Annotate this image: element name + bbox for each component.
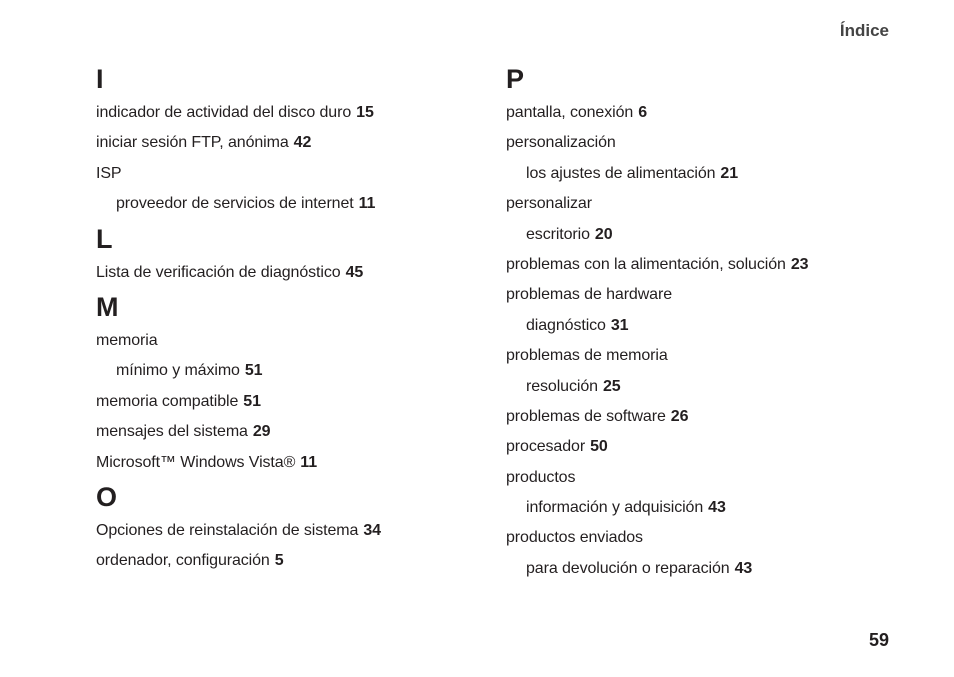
entry-page-number: 6 <box>638 104 647 121</box>
entry-page-number: 50 <box>590 438 608 456</box>
index-section-i <box>96 64 476 220</box>
index-entry <box>96 128 476 158</box>
entry-page-number: 26 <box>670 407 689 425</box>
index-section-p <box>506 64 906 584</box>
entry-term: Lista de verificación de diagnóstico <box>96 263 341 281</box>
entry-term: Opciones de reinstalación de sistema <box>96 521 359 539</box>
index-subentry <box>96 189 476 219</box>
entry-term: problemas de software <box>506 407 666 425</box>
index-section-l <box>96 224 476 288</box>
entry-page-number: 43 <box>708 499 726 517</box>
section-letter: M <box>96 291 119 322</box>
entry-page-number: 11 <box>358 195 376 213</box>
section-letter: P <box>506 64 525 94</box>
entry-term: personalizar <box>506 195 592 213</box>
index-entry <box>506 189 906 219</box>
index-entry <box>96 417 476 447</box>
entry-page-number: 34 <box>363 521 381 539</box>
entry-term: problemas de memoria <box>506 347 668 365</box>
entry-term: indicador de actividad del disco duro <box>96 104 352 121</box>
index-subentry <box>506 493 906 523</box>
entry-term: problemas de hardware <box>506 286 672 304</box>
entry-term: Microsoft™ Windows Vista® <box>96 453 296 471</box>
entry-term: resolución <box>526 377 598 395</box>
entry-term: problemas con la alimentación, solución <box>506 255 786 273</box>
entry-term: personalización <box>506 134 616 152</box>
index-section-m <box>96 292 476 478</box>
entry-term: diagnóstico <box>526 316 606 334</box>
entry-page-number: 15 <box>356 104 374 121</box>
section-letter: I <box>96 64 104 94</box>
index-subentry <box>506 372 906 402</box>
entry-term: memoria compatible <box>96 392 239 410</box>
entry-term: ordenador, configuración <box>96 552 270 570</box>
entry-term: mínimo y máximo <box>116 362 240 380</box>
index-subentry <box>506 220 906 250</box>
entry-page-number: 51 <box>244 362 263 380</box>
entry-page-number: 11 <box>300 453 317 471</box>
entry-page-number: 20 <box>594 225 613 243</box>
index-entry <box>506 402 906 432</box>
index-column-left <box>96 64 476 577</box>
section-letter: O <box>96 481 118 512</box>
index-entry <box>506 280 906 310</box>
entry-page-number: 31 <box>610 316 629 334</box>
entry-term: procesador <box>506 438 586 456</box>
index-entry <box>506 98 906 128</box>
index-entry <box>96 387 476 417</box>
index-entry <box>96 448 476 478</box>
index-column-right <box>506 64 906 584</box>
entry-term: productos <box>506 468 576 486</box>
entry-term: para devolución o reparación <box>526 559 730 577</box>
index-entry <box>96 546 476 576</box>
page-number: 59 <box>868 630 889 650</box>
entry-page-number: 21 <box>720 164 739 182</box>
index-entry <box>96 516 476 546</box>
entry-term: pantalla, conexión <box>506 104 634 121</box>
entry-page-number: 25 <box>602 377 621 395</box>
index-entry <box>96 258 476 288</box>
index-entry <box>506 463 906 493</box>
entry-page-number: 42 <box>293 134 312 152</box>
entry-page-number: 45 <box>345 263 364 281</box>
entry-page-number: 5 <box>274 552 284 570</box>
index-entry <box>506 341 906 371</box>
index-entry <box>96 98 476 128</box>
entry-term: información y adquisición <box>526 499 704 517</box>
index-subentry <box>96 356 476 386</box>
entry-term: productos enviados <box>506 529 643 547</box>
index-subentry <box>506 554 906 584</box>
entry-page-number: 51 <box>243 392 261 410</box>
entry-page-number: 43 <box>734 559 753 577</box>
index-entry <box>506 523 906 553</box>
index-subentry <box>506 159 906 189</box>
index-entry <box>506 250 906 280</box>
entry-page-number: 29 <box>252 423 271 441</box>
entry-term: ISP <box>96 164 122 182</box>
index-entry <box>506 128 906 158</box>
page-header-title: Índice <box>839 21 889 40</box>
index-entry <box>506 432 906 462</box>
entry-term: memoria <box>96 331 158 349</box>
entry-term: los ajustes de alimentación <box>526 164 716 182</box>
entry-term: escritorio <box>526 225 590 243</box>
index-section-o <box>96 482 476 577</box>
section-letter: L <box>96 223 113 254</box>
entry-term: iniciar sesión FTP, anónima <box>96 134 289 152</box>
entry-term: proveedor de servicios de internet <box>116 195 354 213</box>
entry-page-number: 23 <box>790 255 809 273</box>
index-entry <box>96 326 476 356</box>
index-entry <box>96 159 476 189</box>
entry-term: mensajes del sistema <box>96 423 248 441</box>
index-subentry <box>506 311 906 341</box>
